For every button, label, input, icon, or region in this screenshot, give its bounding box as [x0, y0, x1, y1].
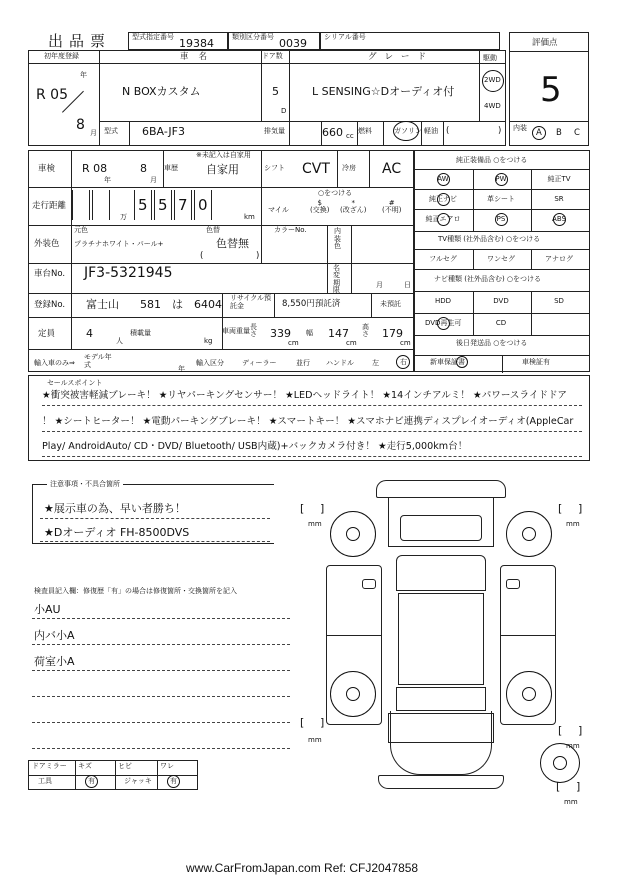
damage-legend-value: ジャッキ [124, 777, 152, 785]
damage-legend-value: 有 [88, 777, 95, 785]
equipment-item: SD [554, 297, 564, 305]
equipment-item: DVD再生可 [425, 319, 462, 327]
width: 147 [328, 327, 349, 340]
warranty-card: 新車保証書 [430, 358, 465, 366]
notes-box: 注意事項・不具合箇所 [32, 484, 274, 544]
chassis-number: JF3-5321945 [84, 265, 173, 281]
damage-legend-label: ヒビ [118, 762, 132, 770]
damage-legend-label: ドアミラー [32, 762, 67, 770]
sales-points-box: セールスポイント [28, 375, 590, 461]
page-title: 出品票 [48, 32, 112, 50]
mileage-digit: 5 [134, 190, 152, 220]
equipment-item: SR [554, 195, 564, 203]
registration-month: 8 [76, 117, 85, 133]
note-line-2: ★Dオーディオ FH-8500DVS [44, 526, 190, 539]
score-box: 評価点 5 内装 A B C [509, 32, 589, 146]
mileage-digit [92, 190, 110, 220]
note-line-1: ★展示車の為、早い者勝ち！ [44, 502, 186, 515]
equipment-item: DVD [493, 297, 509, 305]
sales-line-1: ★衝突被害軽減ブレーキ！ ★リヤパーキングセンサー！ ★LEDヘッドライト！ ★14インチアルミ！ ★パワースライドドア [42, 390, 567, 401]
transmission: CVT [302, 161, 330, 177]
mileage-digit: 7 [174, 190, 192, 220]
serial-number-box: シリアル番号 [320, 32, 500, 50]
length: 339 [270, 327, 291, 340]
fuel-gasoline: ガソリン [394, 127, 422, 135]
car-diagram: [ ] mm [ ] mm [ ] mm [ ] mm [ ] mm [290, 475, 590, 815]
displacement: 660 [322, 126, 343, 139]
car-name: N BOXカスタム [122, 85, 201, 98]
exterior-color: プラチナホワイト・パール+ [74, 240, 164, 248]
damage-legend-label: キズ [78, 762, 92, 770]
sales-line-3: Play/ AndroidAuto/ CD・DVD/ Bluetooth/ USB内蔵)+バックカメラ付き！ ★走行5,000km台！ [42, 441, 468, 452]
air-conditioning: AC [382, 161, 402, 177]
class-number-box: 類別区分番号 0039 [228, 32, 320, 50]
usage-type: 自家用 [206, 163, 239, 176]
plate-class: 581 [140, 298, 161, 311]
mileage-digit [72, 190, 90, 220]
inspector-line: 内バ小A [34, 629, 75, 642]
equipment-item: AW [437, 175, 449, 183]
footer-reference: www.CarFromJapan.com Ref: CFJ2047858 [186, 861, 419, 875]
inspector-line: 小AU [34, 603, 61, 616]
inspection-expiry: R 08 [82, 162, 108, 175]
drive-2wd: 2WD [484, 76, 501, 84]
equipment-item: フルセグ [429, 255, 457, 263]
equipment-item: 純正ナビ [429, 195, 457, 203]
class-number: 0039 [279, 37, 307, 50]
steering-right: 右 [400, 358, 407, 366]
mileage-digit: 5 [154, 190, 172, 220]
equipment-item: ワンセグ [487, 255, 515, 263]
type-number: 19384 [179, 37, 214, 50]
first-registration: R 05 [36, 87, 68, 103]
inspection-cert: 車検証有 [522, 358, 550, 366]
recycle-deposit: 8,550円預託済 [282, 299, 341, 309]
door-count: 5 [272, 85, 279, 98]
equipment-item: 革シート [487, 195, 515, 203]
damage-legend-value: 工具 [38, 777, 52, 785]
damage-legend-value: 有 [170, 777, 177, 785]
inspector-line: 荷室小A [34, 655, 75, 668]
equipment-item: 純正エアロ [425, 215, 461, 223]
equipment-item: アナログ [545, 255, 573, 263]
plate-number: 6404 [194, 298, 222, 311]
equipment-item: 純正TV [547, 175, 571, 183]
drive-4wd: 4WD [484, 102, 501, 110]
sales-line-2: ！ ★シートヒーター！ ★電動パーキングブレーキ！ ★スマートキー！ ★スマホナビ連携ディスプレイオーディオ(AppleCar [42, 416, 574, 427]
type-number-box: 型式指定番号 19384 [128, 32, 228, 50]
equipment-item: HDD [434, 297, 452, 305]
plate-kana: は [172, 298, 183, 311]
equipment-item: PS [496, 215, 506, 223]
plate-region: 富士山 [86, 298, 119, 311]
damage-legend-label: ワレ [160, 762, 174, 770]
grade: L SENSING☆Dオーディオ付 [312, 85, 455, 98]
equipment-item: ABS [552, 215, 566, 223]
mileage-digit: 0 [194, 190, 212, 220]
equipment-item: CD [495, 319, 507, 327]
score-value: 5 [540, 70, 562, 110]
equipment-item: PW [495, 175, 507, 183]
height: 179 [382, 327, 403, 340]
inspector-label: 検査員記入欄：修復歴「有」の場合は修復箇所・交換箇所を記入 [34, 587, 237, 595]
model-code: 6BA-JF3 [142, 125, 185, 138]
capacity: 4 [86, 327, 93, 340]
